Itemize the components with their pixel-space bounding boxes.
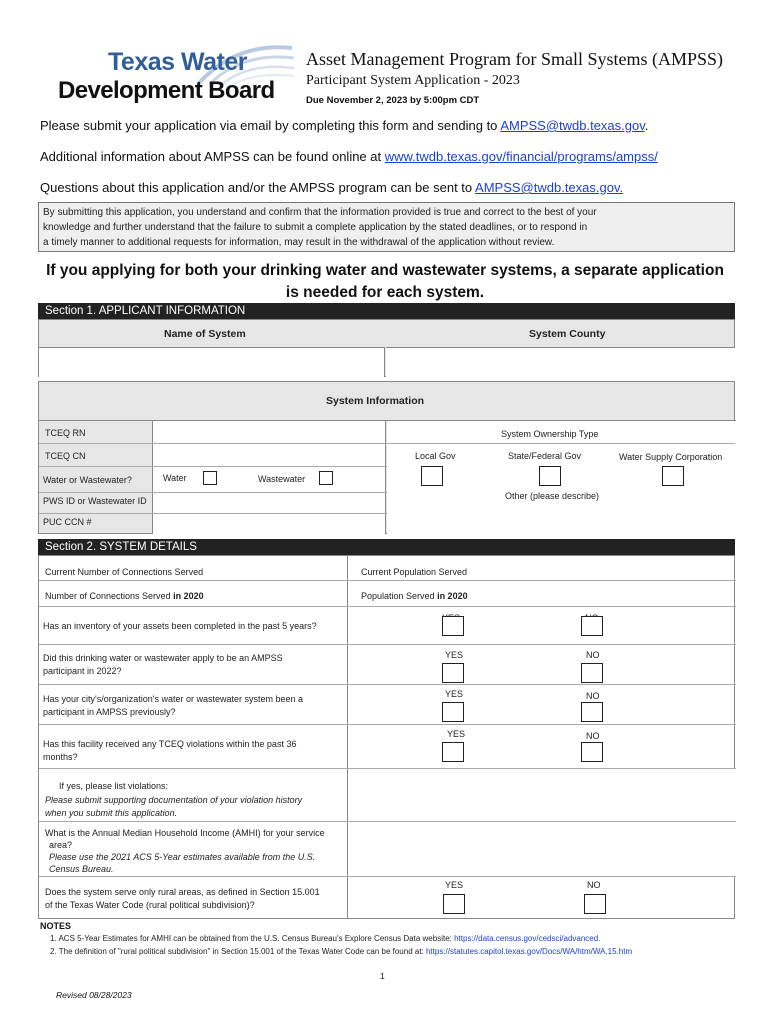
amhi-note-line-1: Please use the 2021 ACS 5-Year estimates available from the U.S. bbox=[49, 852, 316, 862]
violations-input[interactable] bbox=[348, 769, 735, 821]
page-number: 1 bbox=[380, 971, 385, 981]
warning-line-2: is needed for each system. bbox=[285, 284, 485, 301]
notice-line-3: a timely manner to additional requests for information, may result in the withdrawal of the application without review. bbox=[43, 237, 555, 248]
state-federal-gov-checkbox[interactable] bbox=[539, 466, 561, 486]
population-2020-text: Population Served bbox=[361, 591, 438, 601]
notice-line-2: knowledge and further understand that the failure to submit a complete application by the stated deadlines, or to respond in bbox=[43, 222, 588, 233]
intro-text-2: Additional information about AMPSS can be found online at bbox=[40, 149, 385, 164]
q4-yes-checkbox[interactable] bbox=[442, 742, 464, 762]
system-information-table bbox=[38, 381, 735, 534]
q3-no-checkbox[interactable] bbox=[581, 702, 603, 722]
separate-application-warning bbox=[30, 260, 740, 304]
question-asset-inventory: Has an inventory of your assets been completed in the past 5 years? bbox=[43, 621, 317, 631]
question-applied-2022-line-2: participant in 2022? bbox=[43, 666, 122, 676]
question-violations-line-2: months? bbox=[43, 752, 78, 762]
q3-no-label: NO bbox=[586, 691, 600, 701]
puc-ccn-label: PUC CCN # bbox=[43, 517, 92, 527]
notice-line-1: By submitting this application, you understand and confirm that the information provided is true and correct to the best of your bbox=[43, 207, 597, 218]
statutes-link[interactable]: https://statutes.capitol.texas.gov/Docs/WA/htm/WA.15.htm bbox=[425, 947, 633, 956]
certification-notice bbox=[38, 202, 735, 252]
q4-yes-label: YES bbox=[447, 729, 466, 739]
q1-no-checkbox[interactable] bbox=[581, 616, 603, 636]
warning-line-1: If you applying for both your drinking water and wastewater systems, a separate application bbox=[46, 262, 724, 279]
wastewater-option-label: Wastewater bbox=[258, 474, 306, 484]
note-1 bbox=[50, 934, 600, 943]
rural-no-checkbox[interactable] bbox=[584, 894, 606, 914]
logo-line-2: Development Board bbox=[58, 77, 275, 104]
name-of-system-input[interactable] bbox=[39, 347, 385, 377]
question-violations-line-1: Has this facility received any TCEQ violations within the past 36 bbox=[43, 739, 297, 749]
revision-date: Revised 08/28/2023 bbox=[56, 990, 132, 1000]
q4-no-label: NO bbox=[586, 731, 600, 741]
pwsid-input[interactable] bbox=[152, 493, 386, 513]
system-information-label: System Information bbox=[326, 395, 425, 407]
intro-paragraph-2 bbox=[40, 149, 658, 164]
q2-yes-label: YES bbox=[445, 650, 464, 660]
intro-text-3: Questions about this application and/or the AMPSS program can be sent to bbox=[40, 180, 476, 195]
current-connections-input[interactable] bbox=[39, 558, 347, 580]
q3-yes-checkbox[interactable] bbox=[442, 702, 464, 722]
local-gov-checkbox[interactable] bbox=[421, 466, 443, 486]
wastewater-checkbox[interactable] bbox=[319, 471, 333, 485]
amhi-note-line-2: Census Bureau. bbox=[49, 864, 114, 874]
q3-yes-label: YES bbox=[445, 689, 464, 699]
state-federal-gov-label: State/Federal Gov bbox=[508, 451, 582, 461]
note-2-text: 2. The definition of "rural political subdivision" in Section 15.001 of the Texas Water Code can be found at: bbox=[50, 947, 426, 956]
tceq-cn-input[interactable] bbox=[152, 444, 386, 466]
section-2-header: Section 2. SYSTEM DETAILS bbox=[38, 539, 735, 555]
census-link[interactable]: https://data.census.gov/cedsci/advanced. bbox=[454, 934, 601, 943]
amhi-input[interactable] bbox=[348, 822, 735, 876]
intro-paragraph-3 bbox=[40, 180, 623, 195]
violations-note-line-2: when you submit this application. bbox=[45, 808, 178, 818]
water-supply-corp-label: Water Supply Corporation bbox=[619, 452, 723, 462]
other-ownership-label: Other (please describe) bbox=[505, 491, 600, 501]
connections-2020-bold: in 2020 bbox=[173, 591, 204, 601]
system-county-input[interactable] bbox=[386, 347, 735, 377]
system-county-label: System County bbox=[529, 328, 606, 340]
document-title: Asset Management Program for Small Systems (AMPSS) bbox=[306, 49, 723, 69]
intro-paragraph-1 bbox=[40, 118, 648, 133]
website-link[interactable]: www.twdb.texas.gov/financial/programs/ampss/ bbox=[384, 149, 658, 164]
email-link-2[interactable]: AMPSS@twdb.texas.gov. bbox=[475, 180, 624, 195]
q1-yes-checkbox[interactable] bbox=[442, 616, 464, 636]
local-gov-label: Local Gov bbox=[415, 451, 456, 461]
ownership-type-label: System Ownership Type bbox=[501, 429, 599, 439]
tceq-cn-label: TCEQ CN bbox=[45, 451, 86, 461]
system-details-table bbox=[38, 555, 735, 919]
name-of-system-label: Name of System bbox=[164, 328, 246, 340]
q2-no-checkbox[interactable] bbox=[581, 663, 603, 683]
rural-yes-label: YES bbox=[445, 880, 464, 890]
intro-text-1: Please submit your application via email by completing this form and sending to bbox=[40, 118, 501, 133]
water-checkbox[interactable] bbox=[203, 471, 217, 485]
current-population-label: Current Population Served bbox=[361, 567, 468, 577]
q4-no-checkbox[interactable] bbox=[581, 742, 603, 762]
question-previous-participant-line-2: participant in AMPSS previously? bbox=[43, 707, 176, 717]
question-applied-2022-line-1: Did this drinking water or wastewater apply to be an AMPSS bbox=[43, 653, 283, 663]
water-or-wastewater-label: Water or Wastewater? bbox=[43, 475, 132, 485]
puc-ccn-input[interactable] bbox=[152, 514, 386, 534]
violations-note-line-1: Please submit supporting documentation of your violation history bbox=[45, 795, 303, 805]
water-option-label: Water bbox=[163, 473, 187, 483]
logo-line-1: Texas Water bbox=[108, 48, 248, 76]
rural-question-line-1: Does the system serve only rural areas, as defined in Section 15.001 bbox=[45, 887, 320, 897]
current-connections-label: Current Number of Connections Served bbox=[45, 567, 204, 577]
question-previous-participant-line-1: Has your city's/organization's water or wastewater system been a bbox=[43, 694, 304, 704]
violations-list-label: If yes, please list violations: bbox=[59, 781, 169, 791]
rural-question-line-2: of the Texas Water Code (rural political subdivision)? bbox=[45, 900, 255, 910]
due-date: Due November 2, 2023 by 5:00pm CDT bbox=[306, 95, 480, 106]
population-2020-label bbox=[361, 591, 468, 601]
ownership-type-panel bbox=[387, 421, 735, 534]
tceq-rn-input[interactable] bbox=[152, 421, 386, 443]
population-2020-bold: in 2020 bbox=[437, 591, 468, 601]
connections-2020-text: Number of Connections Served bbox=[45, 591, 174, 601]
note-2 bbox=[50, 947, 632, 956]
pwsid-label: PWS ID or Wastewater ID bbox=[43, 496, 147, 506]
section-1-header: Section 1. APPLICANT INFORMATION bbox=[38, 303, 735, 319]
water-type-cell bbox=[152, 467, 386, 492]
note-1-text: 1. ACS 5-Year Estimates for AMHI can be obtained from the U.S. Census Bureau's Explore Census Data website: bbox=[50, 934, 455, 943]
tceq-rn-label: TCEQ RN bbox=[45, 428, 86, 438]
email-link-1[interactable]: AMPSS@twdb.texas.gov bbox=[500, 118, 645, 133]
rural-yes-checkbox[interactable] bbox=[443, 894, 465, 914]
q2-no-label: NO bbox=[586, 650, 600, 660]
name-county-table bbox=[38, 319, 735, 377]
rural-no-label: NO bbox=[587, 880, 601, 890]
document-subtitle: Participant System Application - 2023 bbox=[306, 73, 520, 88]
intro-end-1: . bbox=[644, 118, 649, 133]
amhi-question-line-1: What is the Annual Median Household Income (AMHI) for your service bbox=[45, 828, 325, 838]
connections-2020-label bbox=[45, 591, 204, 601]
notes-heading: NOTES bbox=[40, 921, 72, 931]
water-supply-corp-checkbox[interactable] bbox=[662, 466, 684, 486]
q2-yes-checkbox[interactable] bbox=[442, 663, 464, 683]
amhi-question-line-2: area? bbox=[49, 840, 73, 850]
